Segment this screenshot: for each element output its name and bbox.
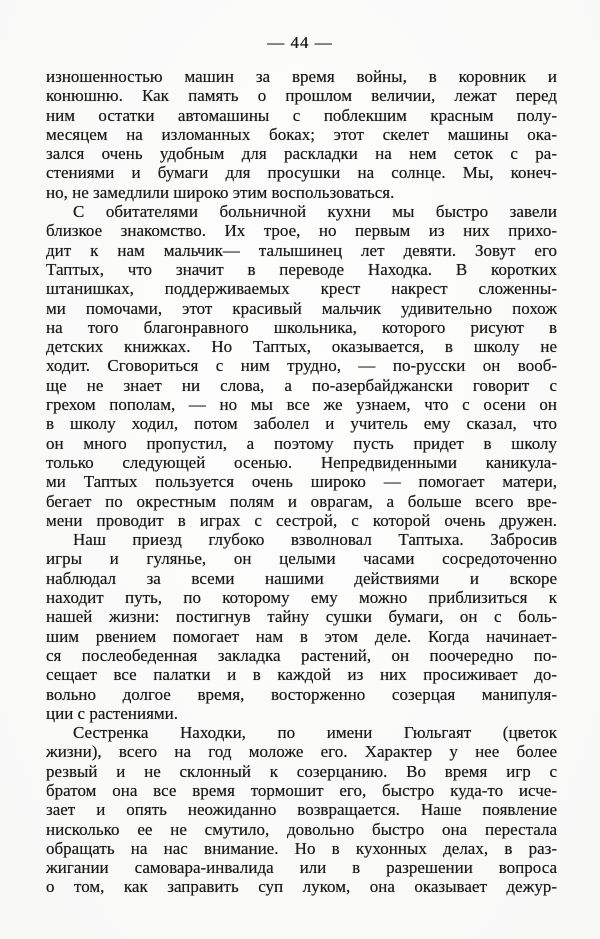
text-line: стениями и бумаги для просушки на солнце. Мы, конеч- (46, 163, 557, 183)
text-line: ции с растениями. (46, 703, 179, 723)
text-line: жизни), всего на год моложе его. Характер у нее более (46, 742, 557, 762)
text-line: шим рвением помогает нам в этом деле. Когда начинает- (46, 626, 557, 646)
text-line: нисколько ее не смутило, довольно быстро она перестала (46, 819, 557, 839)
text-line: близкое знакомство. Их трое, но первым из них прихо- (46, 221, 557, 241)
text-line: он много пропустил, а поэтому пусть придет в школу (46, 433, 557, 453)
text-line: ся послеобеденная закладка растений, он поочередно по- (46, 645, 557, 665)
text-line: месяцем на изломанных боках; этот скелет машины ока- (46, 124, 557, 144)
text-line: но, не замедлили широко этим воспользоваться. (46, 182, 395, 202)
text-line: Наш приезд глубоко взволновал Таптыха. Забросив (73, 530, 557, 550)
text-line: только следующей осенью. Непредвиденными каникула- (46, 452, 557, 472)
text-line: нашей жизни: постигнув тайну сушки бумаги, он с боль- (46, 607, 557, 627)
text-line: С обитателями больничной кухни мы быстро завели (73, 202, 557, 222)
text-line: братом она все время тормошит его, быстро куда-то исче- (46, 780, 557, 800)
text-line: грехом пополам, — но мы все же узнаем, что с осени он (46, 395, 557, 415)
text-line: Сестренка Находки, по имени Гюльгаят (цветок (73, 723, 557, 743)
text-line: Таптых, что значит в переводе Находка. В коротких (46, 259, 557, 279)
paragraph (46, 67, 557, 202)
text-line: зался очень удобным для раскладки на нем сеток с ра- (46, 144, 557, 164)
text-line: жигании самовара-инвалида или в разрешении вопроса (46, 858, 557, 878)
text-line: игры и гулянье, он целыми часами сосредоточенно (46, 549, 557, 569)
text-line: детских книжках. Но Таптых, оказывается, в школу не (46, 337, 557, 357)
paragraph (46, 723, 557, 897)
text-line: в школу ходил, потом заболел и учитель ему сказал, что (46, 414, 557, 434)
text-line: бегает по окрестным полям и оврагам, а больше всего вре- (46, 491, 557, 511)
text-line: находит путь, по которому ему можно приблизиться к (46, 588, 557, 608)
text-line: ходит. Сговориться с ним трудно, — по-русски он вооб- (46, 356, 557, 376)
text-line: ми помочами, этот красивый мальчик удивительно похож (46, 298, 557, 318)
text-line: о том, как заправить суп луком, она оказывает дежур- (46, 877, 557, 897)
paragraph (46, 202, 557, 530)
text-line: ним остатки автомашины с поблекшим красным полу- (46, 105, 557, 125)
text-line: на того благонравного школьника, которого рисуют в (46, 317, 557, 337)
text-line: сещает все палатки и в каждой из них просиживает до- (46, 665, 557, 685)
text-line: штанишках, поддерживаемых крест накрест сложенны- (46, 279, 557, 299)
text-line: мени проводит в играх с сестрой, с которой очень дружен. (46, 510, 557, 530)
text-line: изношенностью машин за время войны, в коровник и (46, 67, 557, 86)
text-line: вольно долгое время, восторженно созерцая манипуля- (46, 684, 557, 704)
text-line: конюшню. Как память о прошлом величии, лежат перед (46, 86, 557, 106)
page-number: — 44 — (267, 33, 333, 52)
text-line: дит к нам мальчик— талышинец лет девяти. Зовут его (46, 240, 557, 260)
paragraph (46, 530, 557, 723)
text-line: наблюдал за всеми нашими действиями и вскоре (46, 568, 557, 588)
text-line: обращать на нас внимание. Но в кухонных делах, в раз- (46, 838, 557, 858)
text-line: резвый и не склонный к созерцанию. Во время игр с (46, 761, 557, 781)
text-line: ми Таптых пользуется очень широко — помогает матери, (46, 472, 557, 492)
text-line: зает и опять неожиданно возвращается. Наше появление (46, 800, 557, 820)
text-line: ще не знает ни слова, а по-азербайджански говорит с (46, 375, 557, 395)
page-text-body (46, 67, 557, 897)
